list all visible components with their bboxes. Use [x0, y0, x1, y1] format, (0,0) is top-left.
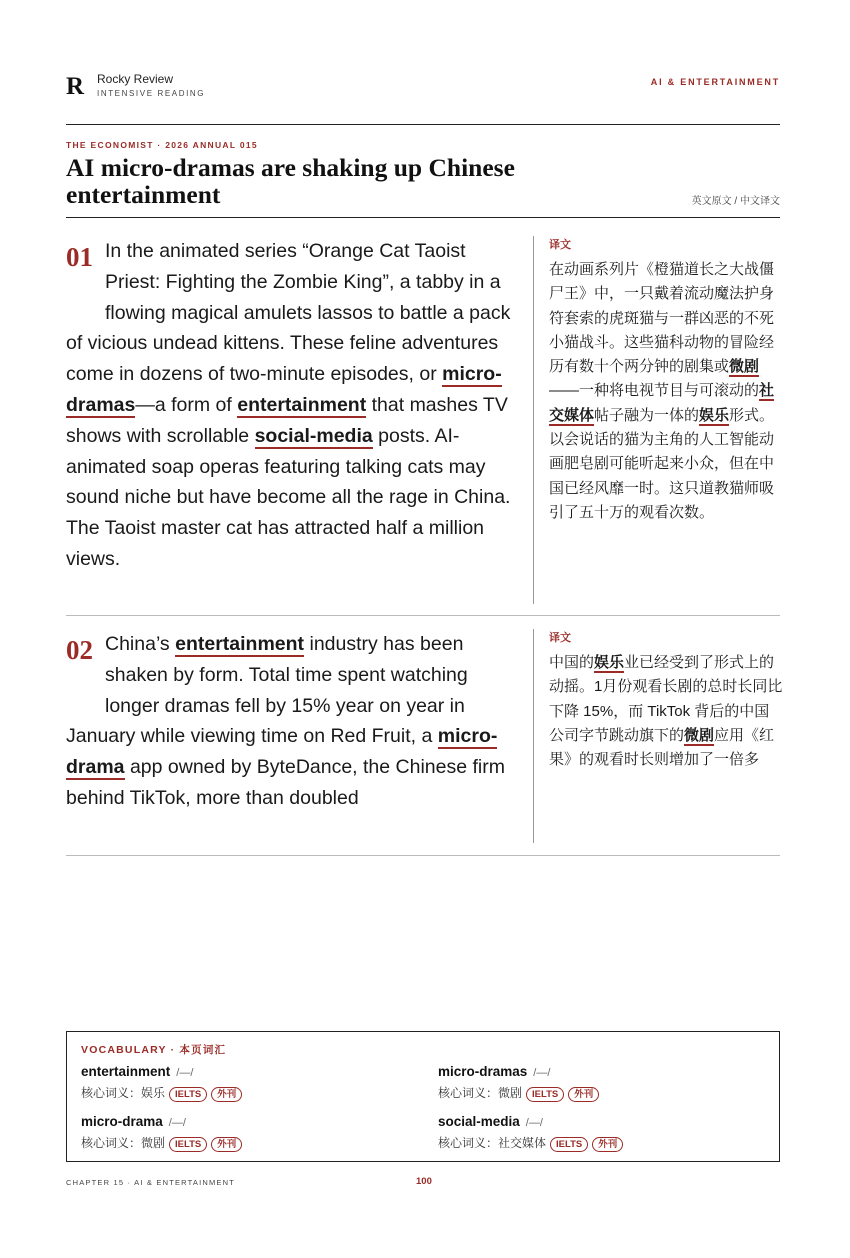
- term-micro-drama: micro-drama: [66, 725, 498, 779]
- chinese-translation: [549, 258, 783, 525]
- text-run: 帖子融为一体的: [594, 406, 700, 424]
- zh-term-weiju: 微剧: [684, 726, 715, 744]
- vocab-pronunciation: /—/: [168, 1117, 186, 1129]
- zh-term-yule: 娱乐: [594, 654, 625, 671]
- footer-chapter: CHAPTER 15 · AI & ENTERTAINMENT: [66, 1178, 236, 1187]
- paragraph-divider: [66, 615, 780, 616]
- column-divider: [533, 236, 534, 604]
- translation-label: 译文: [549, 632, 571, 644]
- tag-waikan: 外刊: [568, 1087, 599, 1102]
- vocab-meaning: 核心词义：娱乐: [81, 1086, 166, 1100]
- paragraph-02: [66, 629, 783, 843]
- term-entertainment: entertainment: [175, 633, 305, 655]
- tag-ielts: IELTS: [169, 1137, 207, 1152]
- article-title: AI micro-dramas are shaking up Chinese entertainment: [66, 153, 515, 209]
- text-run: China’s: [105, 633, 176, 655]
- vocab-meaning: 核心词义：微剧: [81, 1136, 166, 1150]
- language-note: 英文原文 / 中文译文: [691, 196, 780, 207]
- text-run: 应用《红果》的观看时长则增加了一倍多: [549, 726, 775, 769]
- zh-term-yule: 娱乐: [699, 406, 730, 424]
- zh-term-weiju: 微剧: [729, 358, 760, 376]
- tag-waikan: 外刊: [211, 1137, 242, 1152]
- vocab-item: [81, 1063, 411, 1102]
- text-run: 中国的: [549, 654, 595, 671]
- column-divider: [533, 629, 534, 843]
- vocab-word: social-media: [438, 1114, 520, 1129]
- text-run: —a form of: [135, 393, 238, 416]
- vocab-pronunciation: /—/: [525, 1117, 543, 1129]
- brand-subtitle: INTENSIVE READING: [97, 89, 206, 98]
- english-text: [66, 236, 521, 575]
- vocab-item: [438, 1113, 768, 1152]
- vocab-pronunciation: /—/: [533, 1067, 551, 1079]
- text-run: posts. AI-animated soap operas featuring talking cats may sound niche but have become all the rage in China. The Taoist master cat has attracted half a million views.: [66, 424, 511, 570]
- paragraph-number: 02: [66, 635, 93, 665]
- tag-waikan: 外刊: [211, 1087, 242, 1102]
- vocab-item: [438, 1063, 768, 1102]
- tag-ielts: IELTS: [526, 1087, 564, 1102]
- text-run: 在动画系列片《橙猫道长之大战僵尸王》中，一只戴着流动魔法护身符套索的虎斑猫与一群凶恶的不死小猫战斗。这些猫科动物的冒险经历有数十个两分钟的剧集或: [549, 261, 775, 376]
- paragraph-01: [66, 236, 780, 604]
- tag-ielts: IELTS: [169, 1087, 207, 1102]
- tag-waikan: 外刊: [592, 1137, 623, 1152]
- vocabulary-box: [66, 1031, 780, 1162]
- brand-name: Rocky Review: [97, 72, 174, 86]
- text-run: industry has been shaken by form. Total time spent watching longer dramas fell by 15% year on year in January while viewing time on Red Fruit, a: [66, 633, 468, 748]
- brand-logo: R: [66, 73, 85, 100]
- article-kicker: THE ECONOMIST · 2026 ANNUAL 015: [66, 140, 258, 150]
- page-number: 100: [416, 1176, 432, 1187]
- section-label: AI & ENTERTAINMENT: [650, 77, 780, 87]
- vocabulary-label: VOCABULARY · 本页词汇: [81, 1044, 227, 1056]
- text-run: that mashes TV shows with scrollable: [66, 393, 508, 447]
- tag-ielts: IELTS: [550, 1137, 588, 1152]
- translation-label: 译文: [549, 239, 571, 251]
- vocab-item: [81, 1113, 411, 1152]
- vocab-meaning: 核心词义：社交媒体: [438, 1136, 547, 1150]
- vocab-pronunciation: /—/: [176, 1067, 194, 1079]
- zh-term-shejiaomeiti: 社交媒体: [549, 382, 775, 424]
- paragraph-divider: [66, 855, 780, 856]
- title-divider: [66, 217, 780, 218]
- header-divider: [66, 124, 780, 125]
- text-run: app owned by ByteDance, the Chinese firm behind TikTok, more than doubled: [66, 756, 505, 809]
- text-run: ——一种将电视节目与可滚动的: [549, 382, 760, 400]
- text-run: In the animated series “Orange Cat Taoist Priest: Fighting the Zombie King”, a tabby in a flowing magical amulets lassos to battle a pack of vicious undead kittens. These feline adventures come in dozens of two-minute episodes, or: [66, 240, 511, 386]
- paragraph-number: 01: [66, 242, 93, 272]
- term-micro-dramas: micro-dramas: [66, 363, 502, 416]
- vocab-word: micro-drama: [81, 1114, 163, 1129]
- chinese-translation: [549, 651, 783, 772]
- term-social-media: social-media: [254, 424, 373, 447]
- english-text: [66, 629, 521, 814]
- term-entertainment: entertainment: [237, 393, 367, 416]
- vocab-meaning: 核心词义：微剧: [438, 1086, 523, 1100]
- text-run: 形式。以会说话的猫为主角的人工智能动画肥皂剧可能听起来小众，但在中国已经风靡一时。这只道教猫师吸引了五十万的观看次数。: [549, 406, 775, 521]
- vocab-word: entertainment: [81, 1064, 171, 1079]
- text-run: 业已经受到了形式上的动摇。1月份观看长剧的总时长同比下降 15%，而 TikTok 背后的中国公司字节跳动旗下的: [549, 654, 783, 744]
- vocab-word: micro-dramas: [438, 1064, 528, 1079]
